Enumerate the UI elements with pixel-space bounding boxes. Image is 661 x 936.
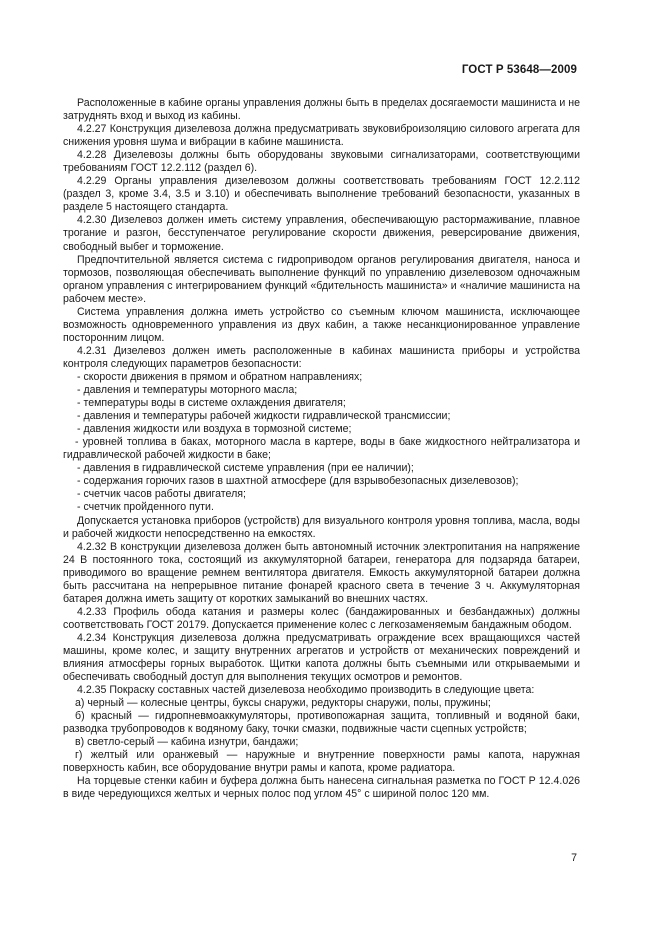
paragraph-4-2-34: 4.2.34 Конструкция дизелевоза должна предусматривать ограждение всех вращающихся частей машины, кроме колес, и защиту внутренних агрегатов и устройств от механических повреждений и влияния атмосферы горных выработок. Щитки капота должны быть съемными или открываемыми и обеспечивать свободный доступ для выполнения текущих осмотров и ремонтов. [63,631,580,684]
list-item: - давления и температуры рабочей жидкости гидравлической трансмиссии; [77,410,451,423]
paragraph-4-2-30: 4.2.30 Дизелевоз должен иметь систему управления, обеспечивающую растормаживание, плавное трогание и разгон, бесступенчатое регулирование скорости движения, реверсирование движения, свободный выбег и торможение. [63,214,580,253]
paragraph-4-2-27: 4.2.27 Конструкция дизелевоза должна предусматривать звуковиброизоляцию силового агрегата для снижения уровня шума и вибрации в кабине машиниста. [63,123,580,149]
paragraph-4-2-31: 4.2.31 Дизелевоз должен иметь расположенные в кабинах машиниста приборы и устройства контроля следующих параметров безопасности: [63,344,580,370]
paragraph-4-2-28: 4.2.28 Дизелевозы должны быть оборудованы звуковыми сигнализаторами, соответствующими требованиям ГОСТ 12.2.112 (раздел 6). [63,149,580,175]
paragraph: Система управления должна иметь устройство со съемным ключом машиниста, исключающее возможность одновременного управления из двух кабин, а также несанкционированное управление посторонним лицом. [63,305,580,344]
document-header: ГОСТ Р 53648—2009 [461,64,577,76]
page-number: 7 [571,852,577,864]
list-item: - давления в гидравлической системе управления (при ее наличии); [77,462,414,475]
list-item: - счетчик часов работы двигателя; [77,488,246,501]
paragraph-4-2-35: 4.2.35 Покраску составных частей дизелевоза необходимо производить в следующие цвета: [77,684,535,697]
color-item-b: б) красный — гидропневмоаккумуляторы, противопожарная защита, топливный и водяной баки, разводка трубопроводов к водяному баку, точки смазки, подвижные части сцепных устройств; [63,710,580,736]
list-item: - счетчик пройденного пути. [77,501,214,514]
color-item-a: а) черный — колесные центры, буксы снаружи, редукторы снаружи, полы, пружины; [75,697,491,710]
paragraph-4-2-33: 4.2.33 Профиль обода катания и размеры колес (бандажированных и безбандажных) должны соответствовать ГОСТ 20179. Допускается применение колес с легкозаменяемым бандажным ободом. [63,605,580,631]
paragraph: Расположенные в кабине органы управления должны быть в пределах досягаемости машиниста и не затруднять вход и выход из кабины. [63,97,580,123]
paragraph: Предпочтительной является система с гидроприводом органов регулирования двигателя, наноса и тормозов, позволяющая обеспечивать выполнение функций по управлению дизелевозом одночажным органом управления с интегрированием функций «бдительность машиниста» и «наличие машиниста на рабочем месте». [63,253,580,305]
list-item: - давления и температуры моторного масла; [77,384,298,397]
color-item-v: в) светло-серый — кабина изнутри, бандажи; [75,736,299,749]
list-item: - уровней топлива в баках, моторного масла в картере, воды в баке жидкостного нейтрализатора и гидравлической рабочей жидкости в баке; [63,436,580,462]
list-item: - содержания горючих газов в шахтной атмосфере (для взрывобезопасных дизелевозов); [77,475,519,488]
paragraph: На торцевые стенки кабин и буфера должна быть нанесена сигнальная разметка по ГОСТ Р 12.4.026 в виде чередующихся желтых и черных полос под углом 45° с шириной полос 120 мм. [63,775,580,801]
list-item: - температуры воды в системе охлаждения двигателя; [77,397,346,410]
list-item: - скорости движения в прямом и обратном направлениях; [77,370,363,383]
paragraph-4-2-29: 4.2.29 Органы управления дизелевозом должны соответствовать требованиям ГОСТ 12.2.112 (раздел 3, кроме 3.4, 3.5 и 3.10) и обеспечивать выполнение требований безопасности, указанных в разделе 5 настоящего стандарта. [63,175,580,214]
list-item: - давления жидкости или воздуха в тормозной системе; [77,423,352,436]
paragraph: Допускается установка приборов (устройств) для визуального контроля уровня топлива, масла, воды и рабочей жидкости непосредственно на емкостях. [63,514,580,540]
document-body [63,97,580,802]
paragraph-4-2-32: 4.2.32 В конструкции дизелевоза должен быть автономный источник электропитания на напряжение 24 В постоянного тока, состоящий из аккумуляторной батареи, генератора для подзаряда батареи, приводимого во вращение ремнем вентилятора двигателя. Емкость аккумуляторной батареи должна быть рассчитана на непрерывное питание фонарей красного света в течение 3 ч. Аккумуляторная батарея должна иметь защиту от коротких замыканий во внешних частях. [63,540,580,605]
color-item-g: г) желтый или оранжевый — наружные и внутренние поверхности рамы капота, наружная поверхность кабин, все оборудование внутри рамы и капота, кроме радиатора. [63,749,580,775]
